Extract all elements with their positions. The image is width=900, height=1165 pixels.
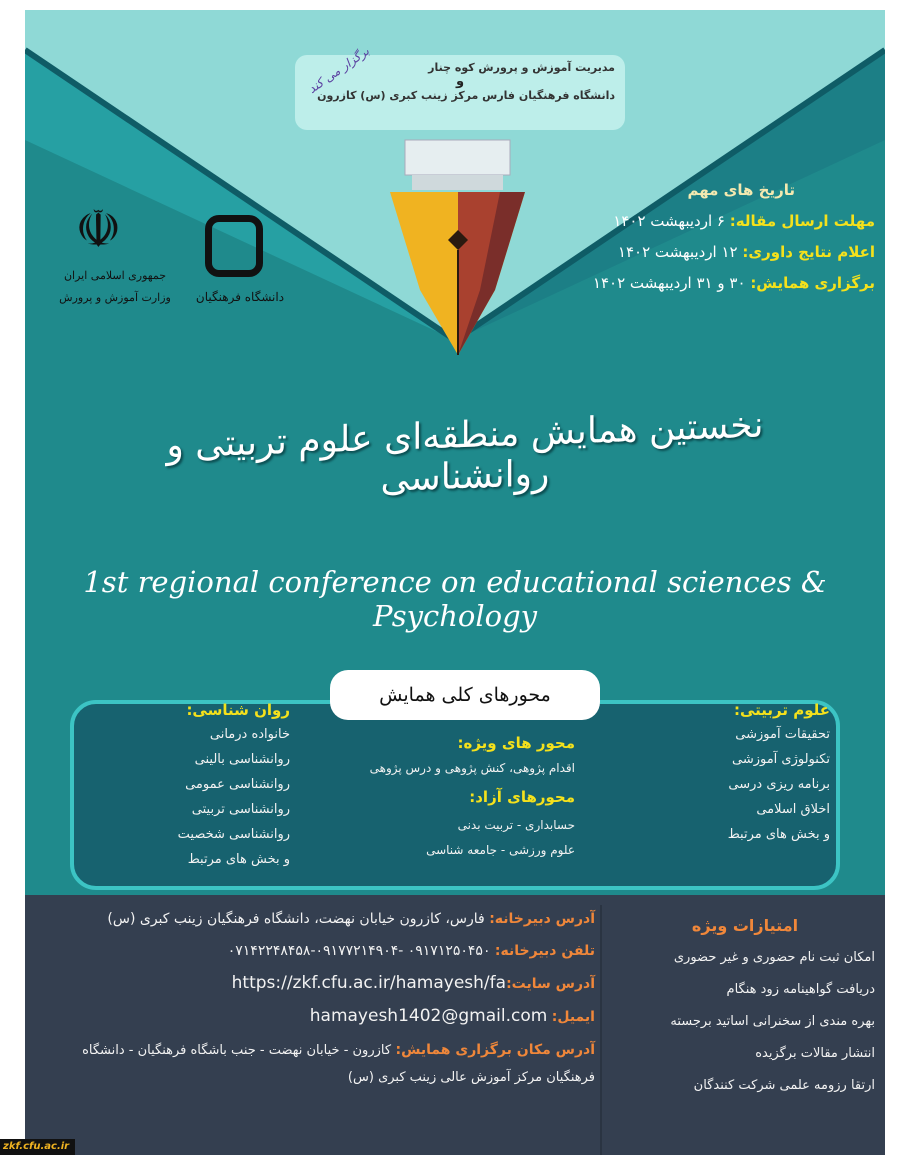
psychology-axis xyxy=(90,698,290,872)
axis-item: روانشناسی عمومی xyxy=(185,777,290,792)
title-fa: نخستین همایش منطقه‌ای علوم تربیتی و روانشناسی xyxy=(166,404,764,500)
special-title: محور های ویژه: xyxy=(457,734,575,752)
divider xyxy=(600,905,602,1155)
organizer-line2: دانشگاه فرهنگیان فارس مرکز زینب کبری (س) کازرون xyxy=(317,89,615,102)
iran-logo-line1: جمهوری اسلامی ایران xyxy=(63,269,167,282)
date-item: مهلت ارسال مقاله: ۶ اردیبهشت ۱۴۰۲ xyxy=(613,212,875,230)
benefit-item: ارتقا رزومه علمی شرکت کنندگان xyxy=(693,1078,875,1093)
important-dates xyxy=(555,175,875,299)
benefit-item: بهره مندی از سخنرانی اساتید برجسته xyxy=(670,1014,875,1029)
title-en: 1st regional conference on educational sciences & Psychology xyxy=(83,565,827,633)
organizer-box xyxy=(295,43,625,130)
axis-item: اخلاق اسلامی xyxy=(756,802,830,817)
iran-emblem-icon: ☫ xyxy=(75,200,122,260)
axis-item: خانواده درمانی xyxy=(209,727,290,742)
psychology-title: روان شناسی: xyxy=(186,701,290,719)
axis-item: برنامه ریزی درسی xyxy=(728,777,830,792)
axis-item: حسابداری - تربیت بدنی xyxy=(457,818,575,832)
contact-info: آدرس دبیرخانه: فارس، کازرون خیابان نهضت، دانشگاه فرهنگیان زینب کبری (س) تلفن دبیرخانه: ۰۹۱۷۱۲۵۰۴۵۰ -۰۹۱۷۷۲۱۴۹۰۴-۰۷۱۴۲۲۴۸۴۵۸ آدرس سایت:https://zkf.cfu.ac.ir/hamayesh/fa ایمیل: hamayesh1402@gmail.com آدرس مکان برگزاری همایش: کازرون - خیابان نهضت - جنب باشگاه فرهنگیان - دانشگاه فرهنگیان مرکز آموزش عالی زینب کبری (س) xyxy=(82,911,595,1085)
university-logo-text: دانشگاه فرهنگیان xyxy=(195,290,285,304)
free-title: محورهای آزاد: xyxy=(469,788,575,806)
axis-item: علوم ورزشی - جامعه شناسی xyxy=(426,843,575,857)
special-free-axes xyxy=(315,730,575,863)
axis-item: روانشناسی شخصیت xyxy=(177,827,290,842)
handwritten-note: برگزار می کند xyxy=(305,43,372,97)
axis-item: تکنولوژی آموزشی xyxy=(732,752,830,767)
date-item: اعلام نتایج داوری: ۱۲ اردیبهشت ۱۴۰۲ xyxy=(617,243,875,261)
benefit-item: دریافت گواهینامه زود هنگام xyxy=(726,982,875,997)
email-link[interactable]: hamayesh1402@gmail.com xyxy=(309,1006,548,1026)
axis-item: روانشناسی تربیتی xyxy=(191,802,290,817)
axis-item: و بخش های مرتبط xyxy=(187,852,290,867)
watermark: zkf.cfu.ac.ir xyxy=(0,1139,75,1155)
benefit-item: انتشار مقالات برگزیده xyxy=(755,1046,875,1061)
site-link[interactable]: https://zkf.cfu.ac.ir/hamayesh/fa xyxy=(231,973,507,993)
venue: کازرون - خیابان نهضت - جنب باشگاه فرهنگیان - دانشگاه فرهنگیان مرکز آموزش عالی زینب کبری (س) xyxy=(82,1043,595,1085)
phone: ۰۹۱۷۱۲۵۰۴۵۰ -۰۹۱۷۷۲۱۴۹۰۴-۰۷۱۴۲۲۴۸۴۵۸ xyxy=(227,943,491,959)
date-item: برگزاری همایش: ۳۰ و ۳۱ اردیبهشت ۱۴۰۲ xyxy=(592,274,875,292)
axes-tab: محورهای کلی همایش xyxy=(330,670,600,720)
benefits xyxy=(615,910,875,1102)
organizer-line1: مدیریت آموزش و پرورش کوه چنار xyxy=(428,61,615,74)
axis-item: و بخش های مرتبط xyxy=(727,827,830,842)
address: فارس، کازرون خیابان نهضت، دانشگاه فرهنگیان زینب کبری (س) xyxy=(107,911,485,927)
benefit-item: امکان ثبت نام حضوری و غیر حضوری xyxy=(673,950,875,965)
axis-item: اقدام پژوهی، کنش پژوهی و درس پژوهی xyxy=(369,761,575,775)
axis-item: روانشناسی بالینی xyxy=(194,752,290,767)
pen-nib-icon xyxy=(370,130,545,360)
iran-logo-line2: وزارت آموزش و پرورش xyxy=(59,291,171,304)
education-axis xyxy=(630,698,830,847)
dates-title: تاریخ های مهم xyxy=(687,181,795,199)
organizer-and: و xyxy=(455,74,465,89)
education-title: علوم تربیتی: xyxy=(733,701,830,719)
poster xyxy=(25,10,885,1155)
benefits-title: امتیازات ویژه xyxy=(691,916,799,935)
university-logo-icon xyxy=(205,215,263,277)
axis-item: تحقیقات آموزشی xyxy=(735,727,830,742)
iran-logo-text xyxy=(50,265,180,309)
